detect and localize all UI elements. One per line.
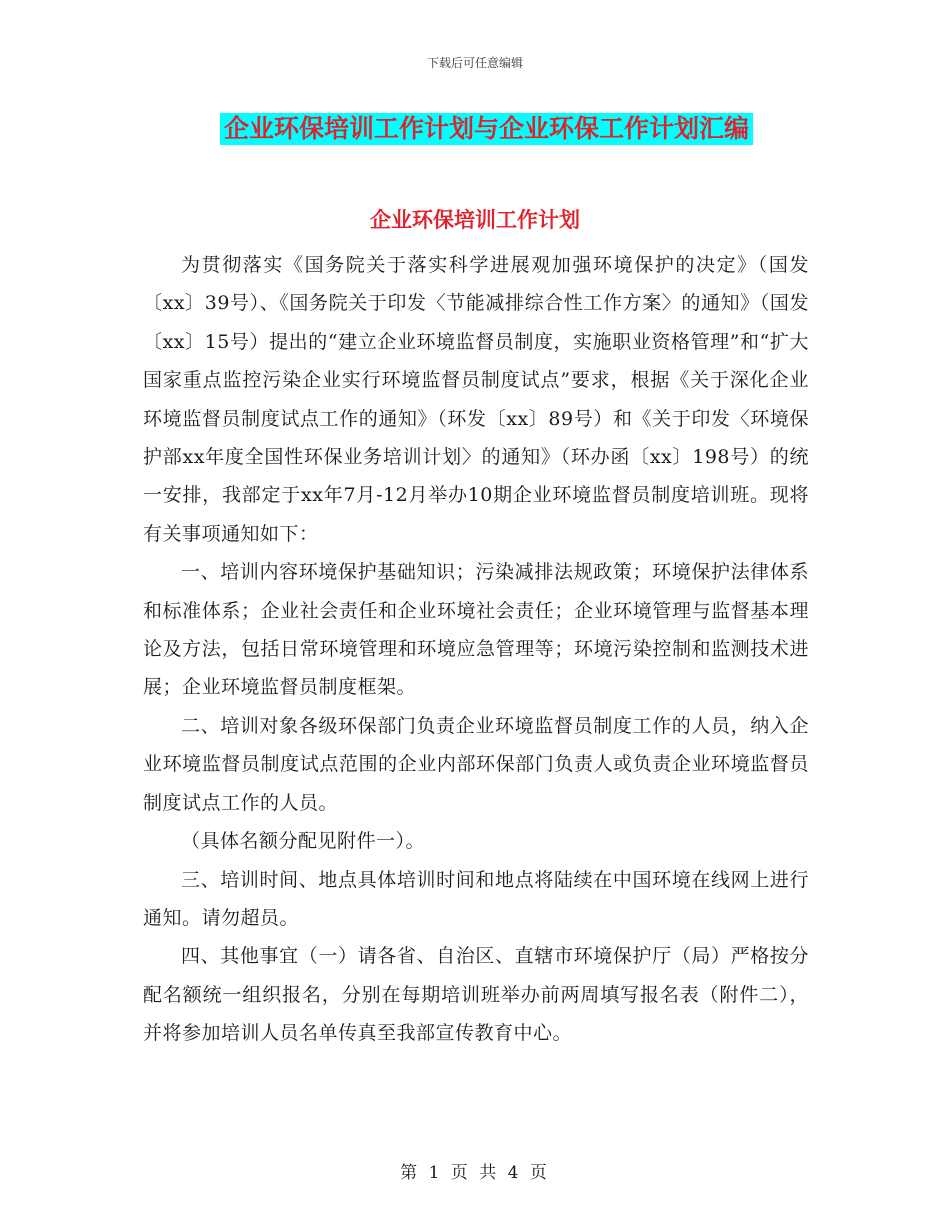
paragraph-training-content: 一、培训内容环境保护基础知识；污染减排法规政策；环境保护法律体系和标准体系；企业社会责任和企业环境社会责任；企业环境管理与监督基本理论及方法，包括日常环境管理和环境应急管理等；环境污染控制和监测技术进展；企业环境监督员制度框架。 — [143, 561, 809, 699]
paragraph-other-matters: 四、其他事宜（一）请各省、自治区、直辖市环境保护厅（局）严格按分配名额统一组织报名，分别在每期培训班举办前两周填写报名表（附件二），并将参加培训人员名单传真至我部宣传教育中心。 — [143, 945, 809, 1045]
page-header-note: 下载后可任意编辑 — [426, 56, 523, 70]
paragraph-time-location: 三、培训时间、地点具体培训时间和地点将陆续在中国环境在线网上进行通知。请勿超员。 — [143, 868, 809, 929]
paragraph-quota-note: （具体名额分配见附件一）。 — [181, 830, 426, 853]
paragraph-intro: 为贯彻落实《国务院关于落实科学进展观加强环境保护的决定》（国发〔xx〕39号）、《国务院关于印发〈节能减排综合性工作方案〉的通知》（国发〔xx〕15号）提出的“建立企业环境监督员制度，实施职业资格管理”和“扩大国家重点监控污染企业实行环境监督员制度试点”要求，根据《关于深化企业环境监督员制度试点工作的通知》（环发〔xx〕89号）和《关于印发〈环境保护部xx年度全国性环保业务培训计划〉的通知》（环办函〔xx〕198号）的统一安排，我部定于xx年7月-12月举办10期企业环境监督员制度培训班。现将有关事项通知如下： — [143, 254, 809, 545]
paragraph-training-target: 二、培训对象各级环保部门负责企业环境监督员制度工作的人员，纳入企业环境监督员制度试点范围的企业内部环保部门负责人或负责企业环境监督员制度试点工作的人员。 — [143, 714, 809, 814]
document-title: 企业环保培训工作计划与企业环保工作计划汇编 — [220, 113, 753, 145]
document-body — [143, 246, 809, 1053]
page-number-footer: 第 1 页 共 4 页 — [400, 1163, 550, 1183]
section-title: 企业环保培训工作计划 — [370, 207, 580, 232]
